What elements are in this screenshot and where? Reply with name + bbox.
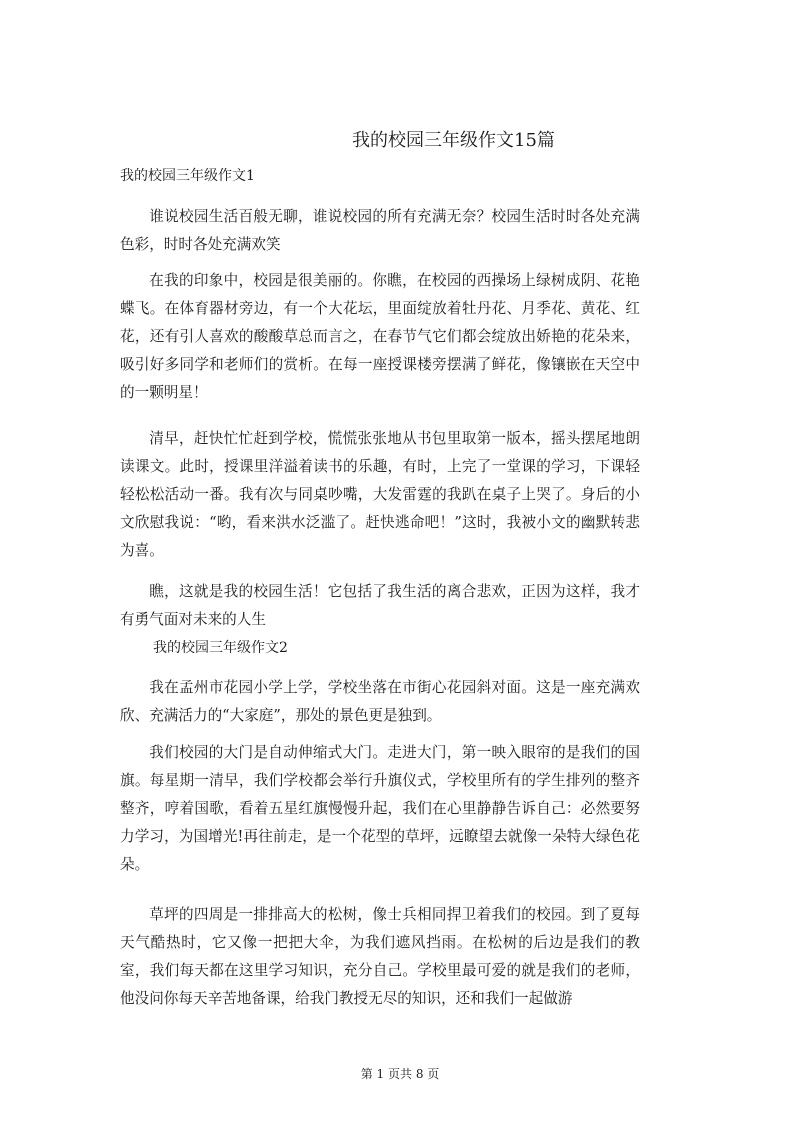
paragraph: 清早，赶快忙忙赶到学校，慌慌张张地从书包里取第一版本，摇头摆尾地朗读课文。此时，授课里洋溢着读书的乐趣，有时，上完了一堂课的学习，下课轻轻松松活动一番。我有次与同桌吵嘴，大发雷霆的我趴在桌子上哭了。身后的小文欣慰我说：“哟，看来洪水泛滥了。赶快逃命吧！”这时，我被小文的幽默转悲为喜。	[120, 430, 640, 559]
paragraph: 瞧，这就是我的校园生活！它包括了我生活的离合悲欢，正因为这样，我才有勇气面对未来的人生	[120, 583, 640, 628]
paragraph: 我在孟州市花园小学上学，学校坐落在市街心花园斜对面。这是一座充满欢欣、充满活力的“大家庭”，那处的景色更是独到。	[120, 679, 640, 724]
section-heading-1: 我的校园三年级作文1	[120, 168, 255, 184]
paragraph: 在我的印象中，校园是很美丽的。你瞧，在校园的西操场上绿树成阴、花艳蝶飞。在体育器材旁边，有一个大花坛，里面绽放着牡丹花、月季花、黄花、红花，还有引人喜欢的酸酸草总而言之，在春节气它们都会绽放出娇艳的花朵来，吸引好多同学和老师们的赏析。在每一座授课楼旁摆满了鲜花，像镶嵌在天空中的一颗明星！	[120, 272, 640, 401]
paragraph: 草坪的四周是一排排高大的松树，像士兵相同捍卫着我们的校园。到了夏每天气酷热时，它又像一把把大伞，为我们遮风挡雨。在松树的后边是我们的教室，我们每天都在这里学习知识，充分自己。学校里最可爱的就是我们的老师，他没问你每天辛苦地备课，给我门教授无尽的知识，还和我们一起做游	[120, 906, 640, 1007]
section-heading-2: 我的校园三年级作文2	[153, 640, 288, 656]
document-title: 我的校园三年级作文15篇	[352, 130, 555, 151]
page-footer: 第 1 页共 8 页	[360, 1067, 440, 1081]
paragraph: 我们校园的大门是自动伸缩式大门。走进大门，第一映入眼帘的是我们的国旗。每星期一清早，我们学校都会举行升旗仪式，学校里所有的学生排列的整齐整齐，哼着国歌，看着五星红旗慢慢升起，我们在心里静静告诉自己：必然要努力学习，为国增光!再往前走，是一个花型的草坪，远瞭望去就像一朵特大绿色花朵。	[120, 744, 640, 873]
paragraph: 谁说校园生活百般无聊，谁说校园的所有充满无奈？校园生活时时各处充满色彩，时时各处充满欢笑	[120, 208, 640, 253]
